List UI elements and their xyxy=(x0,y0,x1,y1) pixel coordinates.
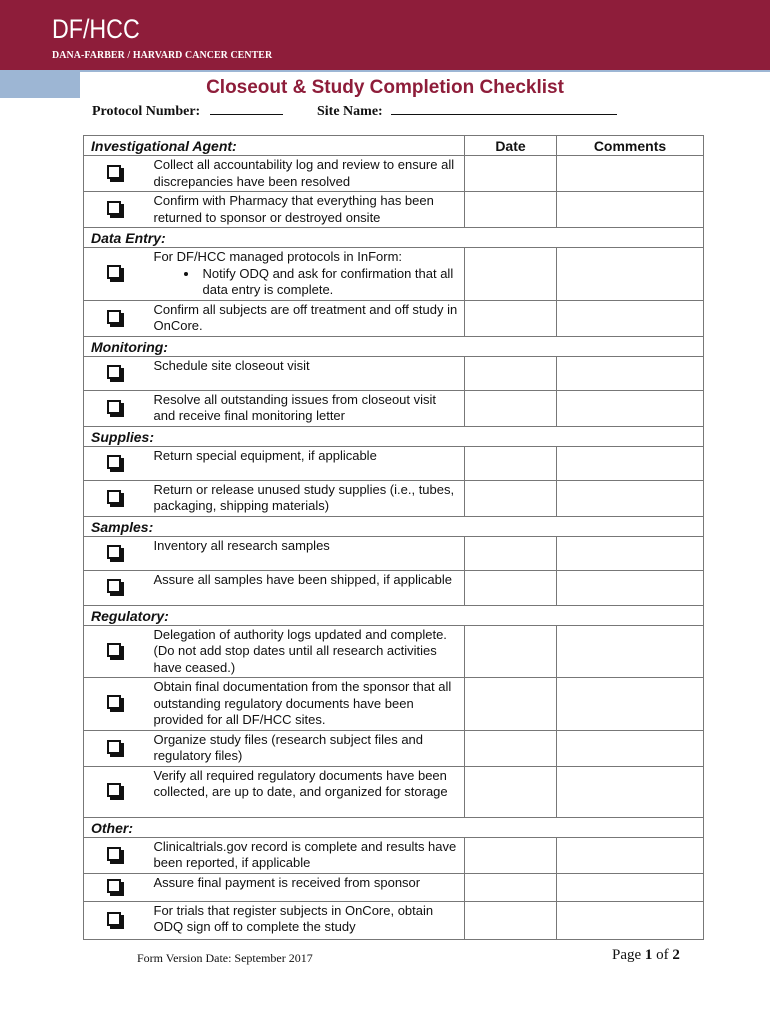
checkbox-cell xyxy=(84,625,148,678)
date-input-cell[interactable] xyxy=(465,356,557,390)
checkbox[interactable] xyxy=(107,400,121,414)
checklist-row xyxy=(84,678,704,731)
date-input-cell[interactable] xyxy=(465,156,557,192)
checkbox[interactable] xyxy=(107,579,121,593)
checklist-row xyxy=(84,300,704,336)
checkbox[interactable] xyxy=(107,365,121,379)
comments-input-cell[interactable] xyxy=(557,536,704,570)
section-header-row xyxy=(84,336,704,356)
task-text: Resolve all outstanding issues from closeout visit and receive final monitoring letter xyxy=(153,391,437,423)
section-title: Investigational Agent: xyxy=(84,136,465,156)
comments-input-cell[interactable] xyxy=(557,570,704,605)
comments-input-cell[interactable] xyxy=(557,625,704,678)
task-text: Assure final payment is received from sponsor xyxy=(153,874,421,890)
checkbox-cell xyxy=(84,300,148,336)
comments-input-cell[interactable] xyxy=(557,480,704,516)
section-header-row xyxy=(84,136,704,156)
section-header-row xyxy=(84,605,704,625)
site-name-label: Site Name: xyxy=(317,104,383,119)
comments-input-cell[interactable] xyxy=(557,730,704,766)
checkbox-cell xyxy=(84,192,148,228)
task-text-cell xyxy=(148,156,465,192)
comments-input-cell[interactable] xyxy=(557,837,704,873)
task-text: Assure all samples have been shipped, if applicable xyxy=(153,571,452,587)
section-title: Other: xyxy=(84,817,704,837)
task-bullet: • Notify ODQ and ask for confirmation that all data entry is complete. xyxy=(199,266,461,299)
checkbox-cell xyxy=(84,873,148,901)
checklist-row xyxy=(84,356,704,390)
checkbox-cell xyxy=(84,390,148,426)
checklist-row xyxy=(84,730,704,766)
checkbox-cell xyxy=(84,766,148,817)
task-text: For DF/HCC managed protocols in InForm: xyxy=(153,249,403,264)
checklist-row xyxy=(84,837,704,873)
comments-input-cell[interactable] xyxy=(557,356,704,390)
task-text-cell xyxy=(148,570,465,605)
checkbox-cell xyxy=(84,570,148,605)
page-number xyxy=(612,947,680,964)
task-text-cell xyxy=(148,536,465,570)
checkbox[interactable] xyxy=(107,912,121,926)
task-text-cell xyxy=(148,446,465,480)
task-text-cell xyxy=(148,390,465,426)
checklist-row xyxy=(84,901,704,939)
checklist-row xyxy=(84,766,704,817)
task-text-cell xyxy=(148,901,465,939)
date-input-cell[interactable] xyxy=(465,536,557,570)
task-text-cell xyxy=(148,625,465,678)
checklist-row xyxy=(84,156,704,192)
checklist-row xyxy=(84,536,704,570)
date-input-cell[interactable] xyxy=(465,730,557,766)
task-text: Verify all required regulatory documents have been collected, are up to date, and organized for storage xyxy=(153,767,448,799)
page-total: 2 xyxy=(672,947,680,963)
task-text: Schedule site closeout visit xyxy=(153,357,310,373)
comments-input-cell[interactable] xyxy=(557,300,704,336)
page-of: of xyxy=(656,947,669,963)
date-input-cell[interactable] xyxy=(465,837,557,873)
checkbox-cell xyxy=(84,678,148,731)
checkbox-cell xyxy=(84,446,148,480)
task-text: Clinicaltrials.gov record is complete and results have been reported, if applicable xyxy=(153,838,457,870)
checkbox[interactable] xyxy=(107,695,121,709)
checklist-row xyxy=(84,480,704,516)
checklist-row xyxy=(84,192,704,228)
checkbox-cell xyxy=(84,837,148,873)
section-title: Monitoring: xyxy=(84,336,704,356)
date-input-cell[interactable] xyxy=(465,446,557,480)
task-text: Confirm all subjects are off treatment and off study in OnCore. xyxy=(153,301,458,333)
date-input-cell[interactable] xyxy=(465,192,557,228)
checklist-row xyxy=(84,248,704,301)
form-version: Form Version Date: September 2017 xyxy=(137,951,313,965)
checkbox[interactable] xyxy=(107,783,121,797)
section-header-row xyxy=(84,426,704,446)
page-title: Closeout & Study Completion Checklist xyxy=(206,77,564,98)
section-header-row xyxy=(84,817,704,837)
task-text-cell xyxy=(148,678,465,731)
site-name-input[interactable] xyxy=(391,101,617,115)
task-text-cell xyxy=(148,300,465,336)
header-band xyxy=(0,0,770,70)
comments-input-cell[interactable] xyxy=(557,192,704,228)
section-title: Data Entry: xyxy=(84,228,704,248)
checklist-table xyxy=(83,135,704,940)
comments-input-cell[interactable] xyxy=(557,156,704,192)
checkbox[interactable] xyxy=(107,545,121,559)
comments-input-cell[interactable] xyxy=(557,873,704,901)
task-text-cell xyxy=(148,873,465,901)
checkbox[interactable] xyxy=(107,847,121,861)
date-input-cell[interactable] xyxy=(465,901,557,939)
task-text-cell xyxy=(148,192,465,228)
checkbox[interactable] xyxy=(107,455,121,469)
checkbox[interactable] xyxy=(107,201,121,215)
task-text: Organize study files (research subject files and regulatory files) xyxy=(153,731,424,763)
task-bullet-list xyxy=(154,266,461,299)
checklist-row xyxy=(84,873,704,901)
checkbox-cell xyxy=(84,536,148,570)
task-text-cell xyxy=(148,730,465,766)
checkbox-cell xyxy=(84,156,148,192)
date-input-cell[interactable] xyxy=(465,570,557,605)
date-input-cell[interactable] xyxy=(465,766,557,817)
task-text: Return or release unused study supplies (i.e., tubes, packaging, shipping materials) xyxy=(153,481,455,513)
checkbox[interactable] xyxy=(107,165,121,179)
section-header-row xyxy=(84,228,704,248)
checklist-row xyxy=(84,570,704,605)
comments-input-cell[interactable] xyxy=(557,248,704,301)
task-text: Delegation of authority logs updated and complete. (Do not add stop dates until all research activities have ceased.) xyxy=(153,626,447,675)
comments-input-cell[interactable] xyxy=(557,766,704,817)
task-text: Confirm with Pharmacy that everything has been returned to sponsor or destroyed onsite xyxy=(153,193,434,225)
column-header-comments: Comments xyxy=(557,136,704,156)
checkbox-cell xyxy=(84,480,148,516)
checkbox-cell xyxy=(84,248,148,301)
task-text-cell xyxy=(148,837,465,873)
checklist-row xyxy=(84,446,704,480)
task-text-cell xyxy=(148,356,465,390)
task-text: Collect all accountability log and review to ensure all discrepancies have been resolved xyxy=(153,157,455,189)
section-title: Regulatory: xyxy=(84,605,704,625)
task-text: Inventory all research samples xyxy=(153,537,330,553)
organization-name: DANA-FARBER / HARVARD CANCER CENTER xyxy=(52,49,273,61)
date-input-cell[interactable] xyxy=(465,248,557,301)
page-current: 1 xyxy=(644,947,653,963)
checkbox[interactable] xyxy=(107,879,121,893)
task-text-cell xyxy=(148,248,465,301)
checklist-row xyxy=(84,390,704,426)
site-name-field[interactable] xyxy=(317,101,617,120)
date-input-cell[interactable] xyxy=(465,678,557,731)
task-text: For trials that register subjects in OnCore, obtain ODQ sign off to complete the study xyxy=(153,902,434,934)
column-header-date: Date xyxy=(465,136,557,156)
task-text-cell xyxy=(148,766,465,817)
date-input-cell[interactable] xyxy=(465,300,557,336)
section-title: Supplies: xyxy=(84,426,704,446)
checkbox[interactable] xyxy=(107,740,121,754)
section-header-row xyxy=(84,516,704,536)
date-input-cell[interactable] xyxy=(465,625,557,678)
comments-input-cell[interactable] xyxy=(557,901,704,939)
section-title: Samples: xyxy=(84,516,704,536)
task-text-cell xyxy=(148,480,465,516)
checkbox-cell xyxy=(84,356,148,390)
task-text: Obtain final documentation from the sponsor that all outstanding regulatory documents have been provided for all DF/HCC sites. xyxy=(153,679,452,727)
comments-input-cell[interactable] xyxy=(557,446,704,480)
page-prefix: Page xyxy=(612,947,642,963)
checkbox[interactable] xyxy=(107,490,121,504)
protocol-number-input[interactable] xyxy=(210,101,283,115)
protocol-number-label: Protocol Number: xyxy=(92,104,201,119)
comments-input-cell[interactable] xyxy=(557,390,704,426)
date-input-cell[interactable] xyxy=(465,873,557,901)
checkbox[interactable] xyxy=(107,265,121,279)
checkbox-cell xyxy=(84,901,148,939)
checklist-row xyxy=(84,625,704,678)
date-input-cell[interactable] xyxy=(465,480,557,516)
logo: DF/HCC xyxy=(52,14,140,44)
checkbox[interactable] xyxy=(107,310,121,324)
comments-input-cell[interactable] xyxy=(557,678,704,731)
checkbox[interactable] xyxy=(107,643,121,657)
protocol-number-field[interactable] xyxy=(92,101,283,120)
task-text: Return special equipment, if applicable xyxy=(153,447,377,463)
date-input-cell[interactable] xyxy=(465,390,557,426)
checkbox-cell xyxy=(84,730,148,766)
